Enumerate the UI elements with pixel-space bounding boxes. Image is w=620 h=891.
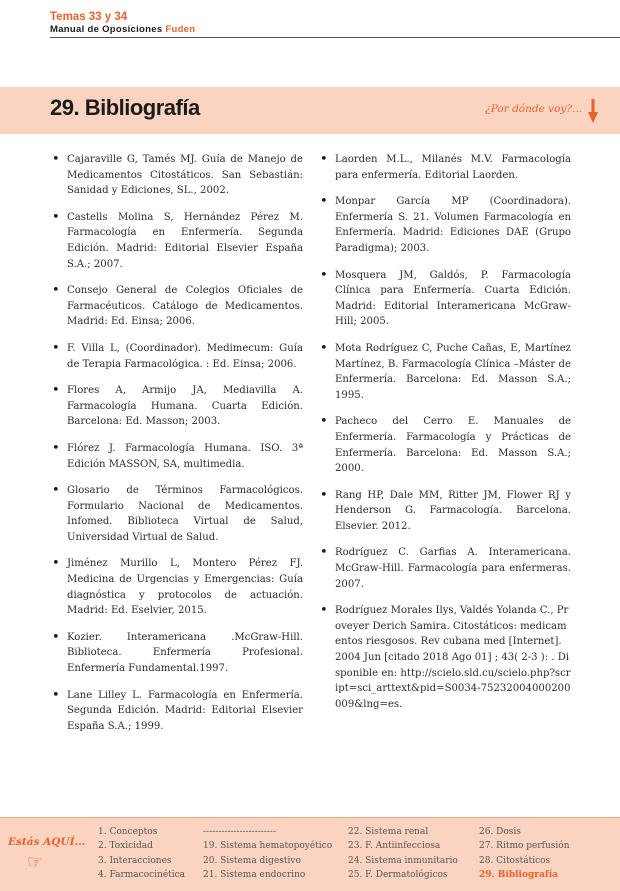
reference-item: • Monpar García MP (Coordinadora). Enfermería S. 21. Volumen Farmacología en Enfermería. Madrid: Ediciones DAE (Grupo Paradigma); 2003. <box>320 194 571 256</box>
reference-item: • Mosquera JM, Galdós, P. Farmacología Clínica para Enfermería. Cuarta Edición. Madrid: Editorial Interamericana McGraw-Hill; 2005. <box>320 268 571 330</box>
reference-item: • Consejo General de Colegios Oficiales de Farmacéuticos. Catálogo de Medicamentos. Madrid: Ed. Einsa; 2006. <box>52 283 303 330</box>
nav-separator: ------------------------ <box>203 827 276 837</box>
bibliography-right-column <box>320 152 571 723</box>
nav-link[interactable]: 4. Farmacocinética <box>98 870 186 881</box>
nav-link[interactable]: 3. Interacciones <box>98 855 172 866</box>
you-are-here-label: Estás AQUÍ... <box>8 836 86 848</box>
nav-link[interactable]: 22. Sistema renal <box>348 827 429 837</box>
reference-item: • Pacheco del Cerro E. Manuales de Enfermería. Farmacología y Prácticas de Enfermería. Barcelona: Ed. Masson S.A.; 2000. <box>320 414 571 476</box>
nav-link[interactable]: 28. Citostáticos <box>479 855 551 866</box>
reference-item: • Glosario de Términos Farmacológicos. Formulario Nacional de Medicamentos. Infomed. Biblioteca Virtual de Salud, Universidad Virtual de Salud. <box>52 483 303 545</box>
footer-nav-column-1 <box>98 825 185 883</box>
reference-item: • Flores A, Armijo JA, Mediavilla A. Farmacología Humana. Cuarta Edición. Barcelona: Ed. Masson; 2003. <box>52 383 303 430</box>
reference-item: • Rodríguez C. Garfias A. Interamericana. McGraw-Hill. Farmacología para enfermeras. 2007. <box>320 545 571 592</box>
header-topic: Temas 33 y 34 <box>50 11 128 23</box>
nav-link[interactable]: 25. F. Dermatológicos <box>348 870 448 881</box>
header-divider <box>50 37 620 38</box>
header-manual-main: Manual de Oposiciones <box>50 24 166 35</box>
bibliography-left-column <box>52 152 303 745</box>
page-header <box>50 11 195 35</box>
reference-item: • F. Villa L, (Coordinador). Medimecum: Guía de Terapia Farmacológica. : Ed. Einsa; 2006. <box>52 341 303 372</box>
nav-link[interactable]: 19. Sistema hematopoyético <box>203 841 333 852</box>
reference-item: • Rang HP, Dale MM, Ritter JM, Flower RJ y Henderson G. Farmacología. Barcelona. Elsevier. 2012. <box>320 488 571 535</box>
reference-item: • Castells Molina S, Hernández Pérez M. Farmacología en Enfermería. Segunda Edición. Madrid: Editorial Elsevier España S.A.; 2007. <box>52 210 303 272</box>
footer-nav-column-3 <box>348 825 458 883</box>
reference-item: • Kozier. Interamericana .McGraw-Hill. Biblioteca. Enfermería Profesional. Enfermería Fundamental.1997. <box>52 630 303 677</box>
section-title: 29. Bibliografía <box>50 95 200 120</box>
reference-item: • Jiménez Murillo L, Montero Pérez FJ. Medicina de Urgencias y Emergencias: Guía diagnóstica y protocolos de actuación. Madrid: Ed. Eselvier, 2015. <box>52 556 303 618</box>
footer-nav-column-4 <box>479 825 570 883</box>
header-manual <box>50 24 195 35</box>
pointing-hand-icon: ☞ <box>27 852 44 873</box>
nav-link[interactable]: 21. Sistema endocrino <box>203 870 306 881</box>
where-am-i-link[interactable]: ¿Por dónde voy?... <box>485 103 582 115</box>
nav-link[interactable]: 26. Dosis <box>479 827 521 837</box>
nav-link[interactable]: 23. F. Antiinfecciosa <box>348 841 441 852</box>
nav-link[interactable]: 2. Toxicidad <box>98 841 153 852</box>
reference-item: • Cajaraville G, Tamés MJ. Guía de Manejo de Medicamentos Citostáticos. San Sebastián: Sanidad y Ediciones, SL., 2002. <box>52 152 303 199</box>
reference-item: • Mota Rodríguez C, Puche Cañas, E, Martínez Martínez, B. Farmacología Clínica –Máster de Enfermería. Barcelona: Ed. Masson S.A.; 1995. <box>320 341 571 403</box>
down-arrow-icon[interactable] <box>588 99 598 123</box>
reference-item: • Lane Lilley L. Farmacología en Enfermería. Segunda Edición. Madrid: Editorial Elsevier España S.A.; 1999. <box>52 688 303 735</box>
nav-link[interactable]: 24. Sistema inmunitario <box>348 855 458 866</box>
nav-link[interactable]: 27. Ritmo perfusión <box>479 841 570 852</box>
header-manual-accent: Fuden <box>165 24 196 35</box>
nav-link[interactable]: 1. Conceptos <box>98 827 158 837</box>
footer-nav-column-2 <box>203 825 332 883</box>
reference-item: • Laorden M.L., Milanés M.V. Farmacología para enfermería. Editorial Laorden. <box>320 152 571 183</box>
nav-link-current[interactable]: 29. Bibliografía <box>479 870 558 881</box>
reference-item: • Flórez J. Farmacología Humana. ISO. 3ª Edición MASSON, SA, multimedia. <box>52 441 303 472</box>
reference-item: • Rodríguez Morales Ilys, Valdés Yolanda C., Proveyer Derich Samira. Citostáticos: medicamentos riesgosos. Rev cubana med [Internet]. 2004 Jun [citado 2018 Ago 01] ; 43( 2-3 ): . Disponible en: http://scielo.sld.cu/scielo.php?script=sci_arttext&pid=S0034-75232004000200009&lng=es. <box>320 603 571 712</box>
footer-divider <box>0 817 620 818</box>
nav-link[interactable]: 20. Sistema digestivo <box>203 855 301 866</box>
